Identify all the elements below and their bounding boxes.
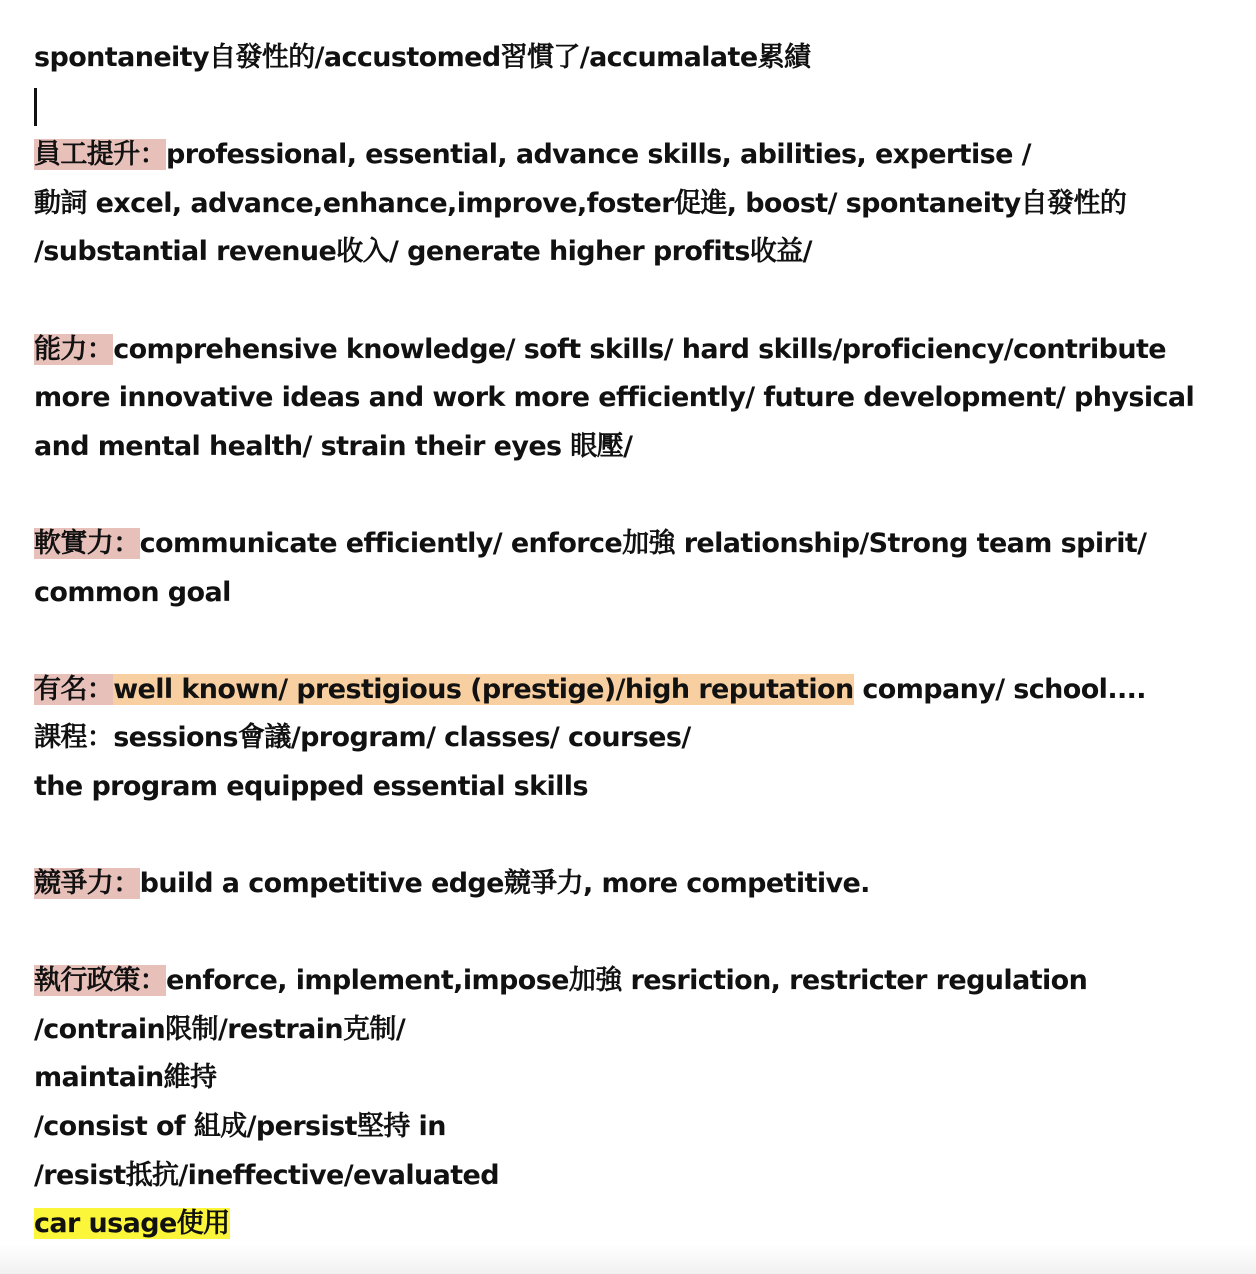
section-heading-policy: 執行政策： [34, 965, 166, 997]
section-text: more innovative ideas and work more efficiently/ future development/ physical [34, 382, 1195, 414]
vocab-text: spontaneity自發性的/accustomed習慣了/accumalate累績 [34, 42, 811, 73]
section-policy-line-4 [34, 1103, 1234, 1152]
section-heading-competitive: 競爭力： [34, 868, 140, 900]
section-text: 課程：sessions會議/program/ classes/ courses/ [34, 722, 691, 754]
section-staff-line-1 [34, 131, 1234, 180]
yellow-highlighted-phrase: car usage使用 [34, 1208, 230, 1240]
section-famous-line-3 [34, 763, 1234, 812]
section-heading-soft-power: 軟實力： [34, 527, 140, 559]
section-text: /consist of 組成/persist堅持 in [34, 1111, 446, 1143]
section-text: /substantial revenue收入/ generate higher profits收益/ [34, 236, 812, 268]
vocab-line [34, 34, 1234, 83]
section-staff-line-3 [34, 228, 1234, 277]
section-text: 動詞 excel, advance,enhance,improve,foster促進, boost/ spontaneity自發性的 [34, 187, 1127, 219]
section-text: company/ school.... [853, 673, 1146, 705]
blank-line [34, 471, 1234, 520]
section-text: the program equipped essential skills [34, 770, 588, 802]
section-text: comprehensive knowledge/ soft skills/ hard skills/proficiency/contribute [113, 333, 1166, 365]
section-text: maintain維持 [34, 1062, 217, 1094]
section-competitive-line-1 [34, 860, 1234, 909]
section-heading-famous: 有名： [34, 673, 114, 705]
section-famous-line-2 [34, 714, 1234, 763]
section-heading-ability: 能力： [34, 333, 114, 365]
section-text: communicate efficiently/ enforce加強 relationship/Strong team spirit/ [139, 527, 1147, 559]
section-soft-power-line-2 [34, 569, 1234, 618]
cursor-line[interactable] [34, 83, 1234, 132]
section-staff-line-2 [34, 180, 1234, 229]
section-text: build a competitive edge競爭力, more competitive. [139, 868, 870, 900]
section-text: professional, essential, advance skills, abilities, expertise / [166, 139, 1031, 171]
section-policy-line-3 [34, 1054, 1234, 1103]
section-text: /contrain限制/restrain克制/ [34, 1013, 406, 1045]
section-ability-line-1 [34, 326, 1234, 375]
section-ability-line-2 [34, 374, 1234, 423]
blank-line [34, 812, 1234, 861]
section-policy-line-5 [34, 1152, 1234, 1201]
document-body[interactable] [34, 34, 1234, 1249]
section-text: common goal [34, 576, 231, 608]
highlighted-phrase: well known/ prestigious (prestige)/high reputation [113, 673, 854, 705]
section-text: /resist抵抗/ineffective/evaluated [34, 1159, 499, 1191]
section-policy-line-2 [34, 1006, 1234, 1055]
blank-line [34, 617, 1234, 666]
blank-line [34, 277, 1234, 326]
text-cursor [34, 88, 37, 126]
section-text: and mental health/ strain their eyes 眼壓/ [34, 430, 633, 462]
section-heading-staff: 員工提升： [34, 139, 166, 171]
section-soft-power-line-1 [34, 520, 1234, 569]
section-ability-line-3 [34, 423, 1234, 472]
section-policy-line-6 [34, 1200, 1234, 1249]
section-policy-line-1 [34, 957, 1234, 1006]
blank-line [34, 909, 1234, 958]
section-famous-line-1 [34, 666, 1234, 715]
bottom-edge [0, 1244, 1256, 1274]
section-text: enforce, implement,impose加強 resriction, restricter regulation [166, 965, 1088, 997]
